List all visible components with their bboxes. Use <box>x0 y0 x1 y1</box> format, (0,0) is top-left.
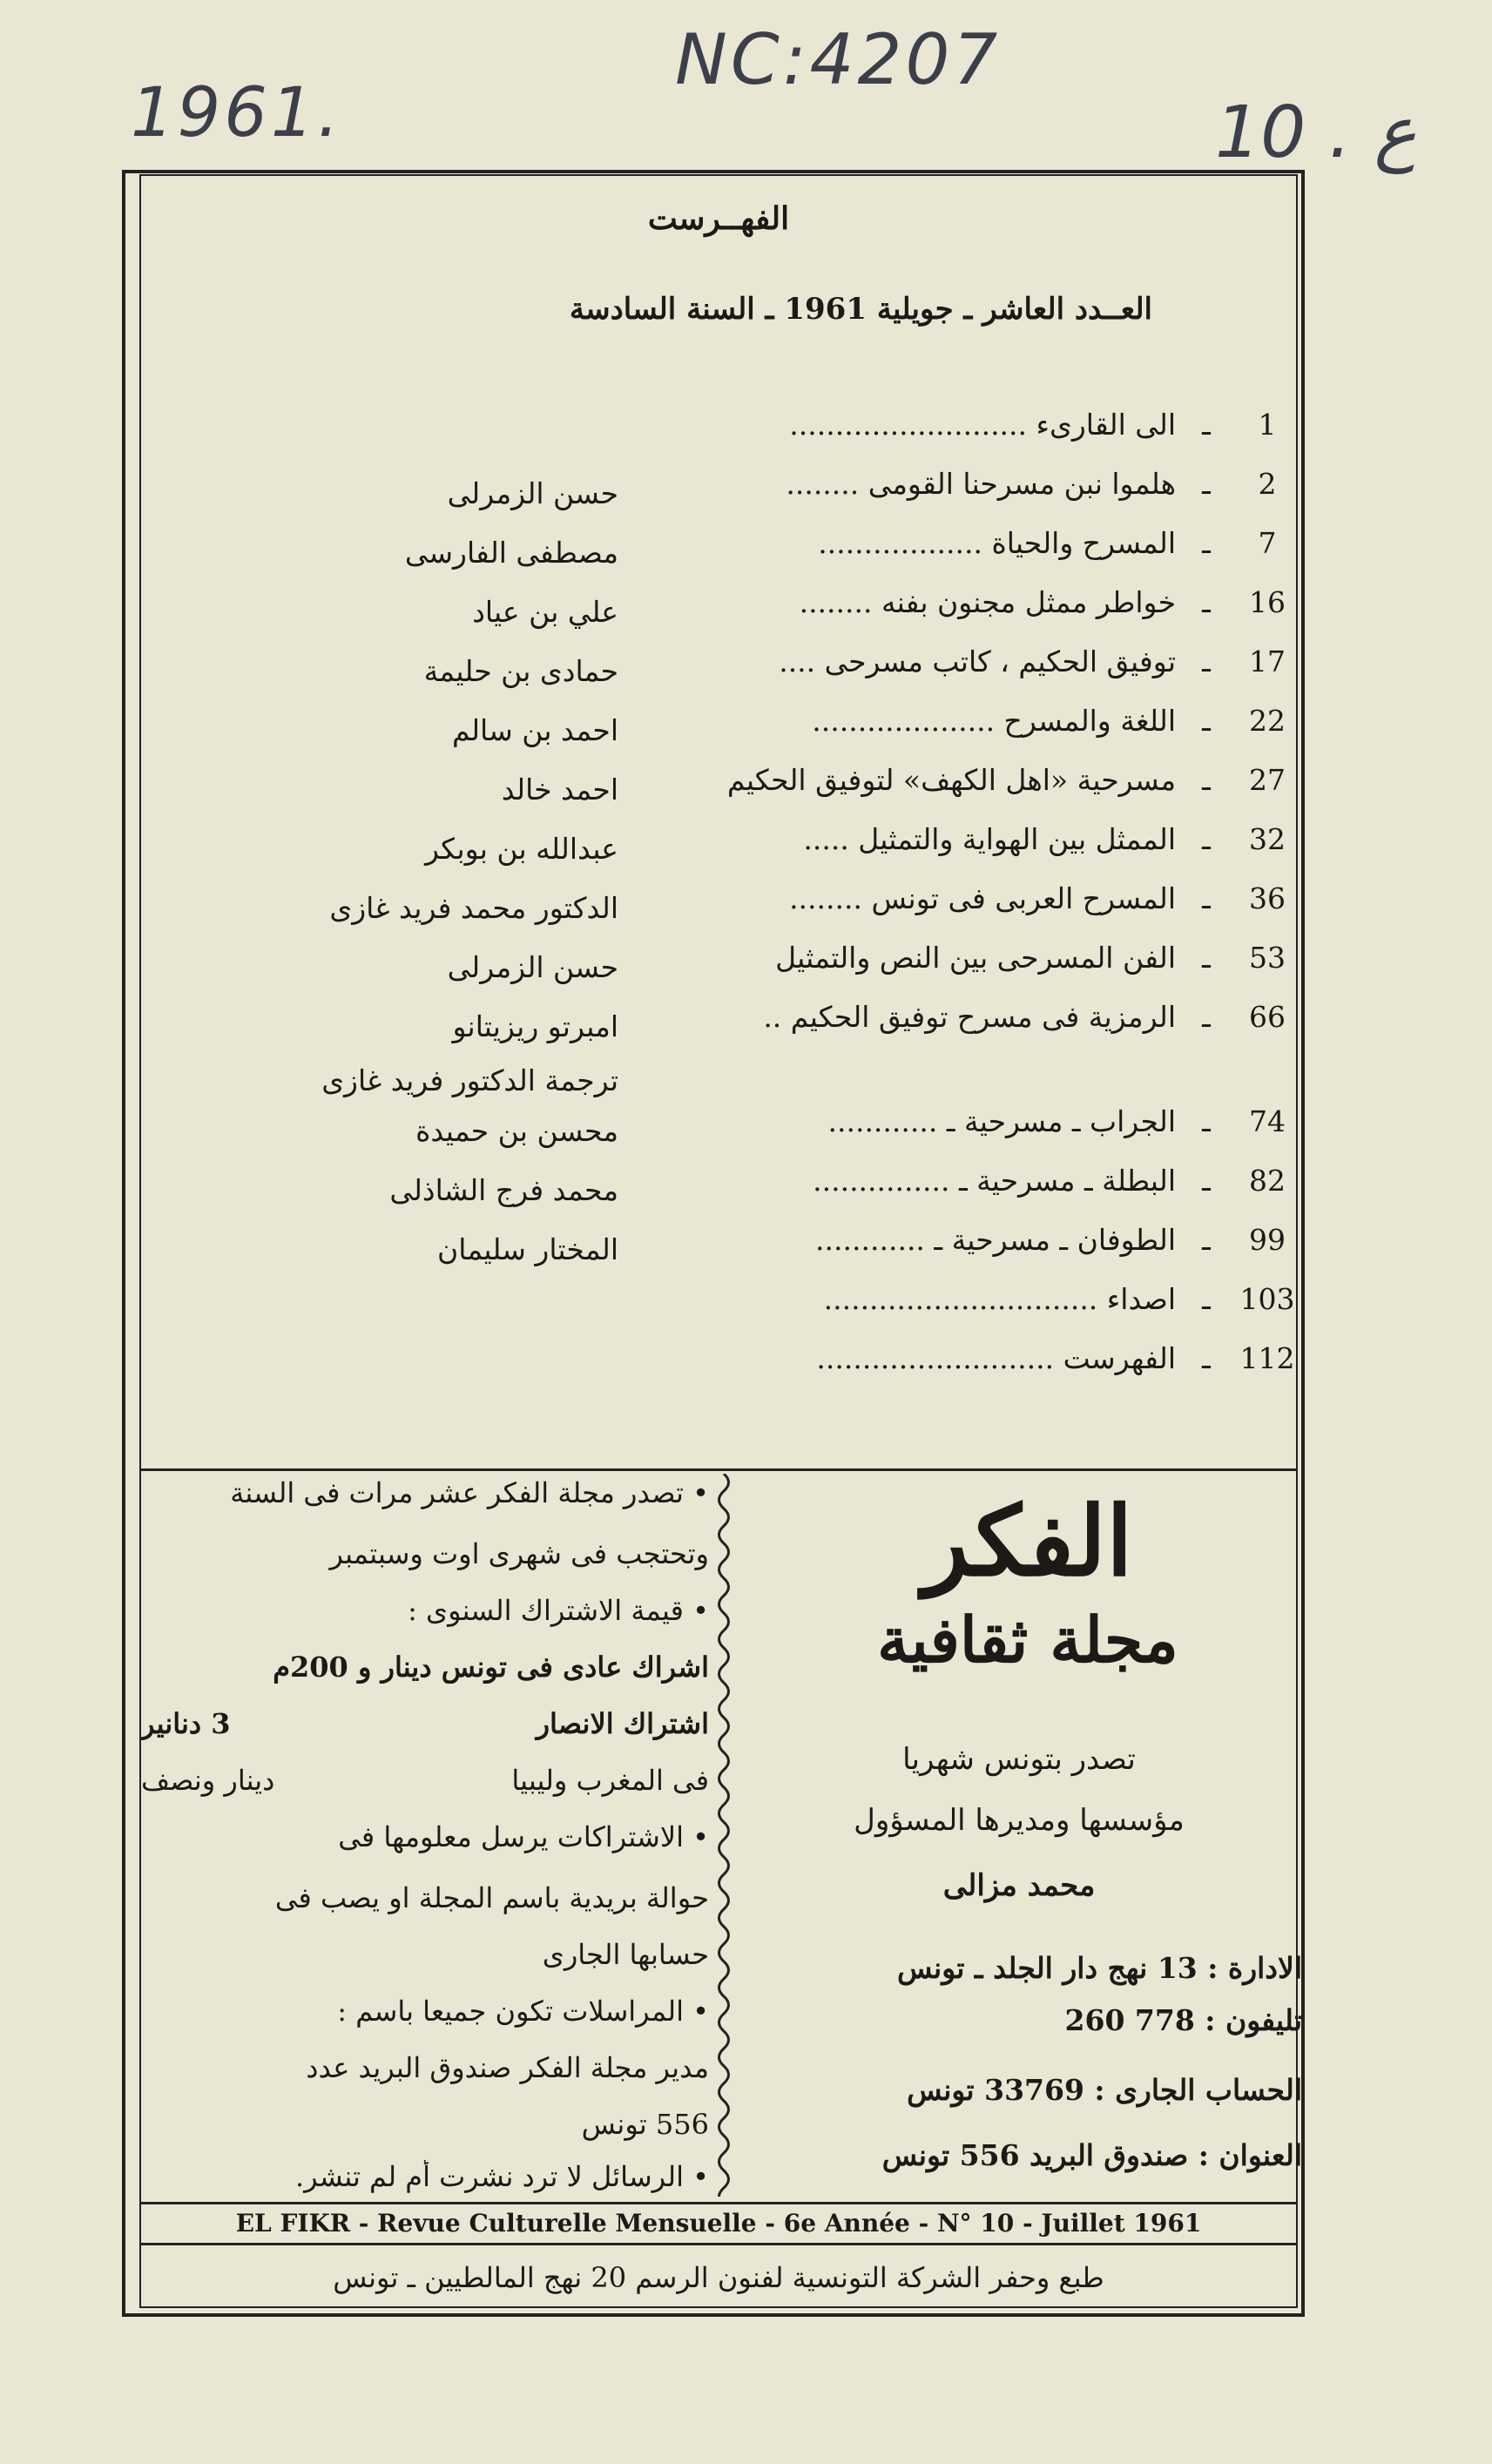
magazine-subtitle: مجلة ثقافية <box>877 1603 1178 1677</box>
toc-entry <box>148 526 1298 578</box>
toc-page-number: 82 <box>1249 1164 1286 1198</box>
note-subscription-regular: اشراك عادى فى تونس دينار و 200م <box>273 1651 709 1684</box>
toc-dash: ـ <box>1202 1104 1211 1138</box>
toc-entry <box>148 467 1298 519</box>
handwritten-reference: NC:4207 <box>675 19 1002 100</box>
toc-page-number: 32 <box>1249 822 1286 856</box>
toc-entry <box>148 881 1298 934</box>
printer-imprint: طبع وحفر الشركة التونسية لفنون الرسم 20 نهج المالطيين ـ تونس <box>333 2261 1104 2294</box>
toc-entry <box>148 1282 1298 1334</box>
toc-author: حسن الزمرلى <box>447 476 618 510</box>
toc-author: الدكتور محمد فريد غازى <box>329 891 618 925</box>
note-payment-cont: حوالة بريدية باسم المجلة او يصب فى <box>274 1881 709 1914</box>
toc-article-title: الرمزية فى مسرح توفيق الحكيم .. <box>763 1000 1176 1034</box>
publication-frequency: تصدر بتونس شهريا <box>902 1742 1136 1777</box>
toc-author: احمد خالد <box>501 773 618 807</box>
toc-article-title: خواطر ممثل مجنون بفنه ........ <box>799 585 1176 619</box>
toc-entry <box>148 941 1298 993</box>
toc-page-number: 74 <box>1249 1104 1286 1138</box>
toc-dash: ـ <box>1202 467 1211 501</box>
toc-article-title: توفيق الحكيم ، كاتب مسرحى .... <box>779 645 1176 678</box>
toc-entry <box>148 1000 1298 1097</box>
maghreb-label: فى المغرب وليبيا <box>511 1764 709 1797</box>
toc-article-title: الطوفان ـ مسرحية ـ ............ <box>815 1223 1176 1257</box>
toc-page-number: 36 <box>1249 881 1286 915</box>
toc-page-number: 1 <box>1258 408 1277 442</box>
toc-page-number: 16 <box>1249 585 1286 619</box>
maghreb-price: دينار ونصف <box>141 1764 275 1797</box>
note-letters: • الرسائل لا ترد نشرت أم لم تنشر. <box>294 2160 709 2193</box>
toc-article-title: البطلة ـ مسرحية ـ ............... <box>813 1164 1176 1198</box>
note-correspondence: • المراسلات تكون جميعا باسم : <box>337 1995 709 2028</box>
note-payment-account: حسابها الجارى <box>542 1938 709 1971</box>
toc-author: حسن الزمرلى <box>447 950 618 984</box>
toc-page-number: 99 <box>1249 1223 1286 1257</box>
postal-address: العنوان : صندوق البريد 556 تونس <box>881 2138 1302 2172</box>
toc-dash: ـ <box>1202 1223 1211 1257</box>
toc-dash: ـ <box>1202 1282 1211 1316</box>
note-frequency: • تصدر مجلة الفكر عشر مرات فى السنة <box>230 1476 709 1509</box>
toc-dash: ـ <box>1202 822 1211 856</box>
toc-author: محمد فرج الشاذلى <box>389 1173 618 1207</box>
toc-page-number: 27 <box>1249 763 1286 797</box>
toc-entry <box>148 763 1298 815</box>
toc-dash: ـ <box>1202 1000 1211 1034</box>
french-imprint: EL FIKR - Revue Culturelle Mensuelle - 6e Année - N° 10 - Juillet 1961 <box>139 2202 1298 2245</box>
toc-dash: ـ <box>1202 704 1211 738</box>
note-subscription-maghreb <box>141 1764 709 1797</box>
toc-entry <box>148 408 1298 460</box>
magazine-name: الفكر <box>922 1485 1133 1597</box>
phone-number: تليفون : 778 260 <box>1064 2003 1302 2037</box>
toc-entry <box>148 704 1298 756</box>
supporters-price: 3 دنانير <box>141 1707 231 1740</box>
toc-heading: الفهــرست <box>647 200 790 237</box>
toc-page-number: 53 <box>1249 941 1286 975</box>
toc-author: حمادى بن حليمة <box>423 654 618 688</box>
toc-dash: ـ <box>1202 585 1211 619</box>
supporters-label: اشتراك الانصار <box>536 1707 709 1740</box>
wavy-divider <box>712 1474 735 2197</box>
toc-dash: ـ <box>1202 1164 1211 1198</box>
toc-dash: ـ <box>1202 526 1211 560</box>
toc-article-title: الفن المسرحى بين النص والتمثيل <box>775 941 1176 975</box>
toc-author: المختار سليمان <box>437 1232 618 1266</box>
note-correspondence-cont: مدير مجلة الفكر صندوق البريد عدد <box>306 2051 709 2084</box>
issue-line: العــدد العاشر ـ جويلية 1961 ـ السنة السادسة <box>569 292 1152 327</box>
toc-author: عبدالله بن بوبكر <box>425 832 618 866</box>
toc-article-title: الجراب ـ مسرحية ـ ............ <box>827 1104 1176 1138</box>
toc-page-number: 66 <box>1249 1000 1286 1034</box>
toc-article-title: الممثل بين الهواية والتمثيل ..... <box>803 822 1176 856</box>
note-frequency-cont: وتحتجب فى شهرى اوت وسبتمبر <box>329 1537 709 1570</box>
toc-entry <box>148 1104 1298 1157</box>
founder-label: مؤسسها ومديرها المسؤول <box>854 1803 1185 1838</box>
toc-dash: ـ <box>1202 408 1211 442</box>
admin-address: الادارة : 13 نهج دار الجلد ـ تونس <box>896 1951 1302 1985</box>
toc-page-number: 7 <box>1258 526 1277 560</box>
toc-entry <box>148 1164 1298 1216</box>
handwritten-number: 10 . ع <box>1215 91 1417 174</box>
handwritten-year: 1961. <box>131 74 343 152</box>
toc-dash: ـ <box>1202 763 1211 797</box>
toc-dash: ـ <box>1202 881 1211 915</box>
toc-article-title: الى القارىء .......................... <box>789 408 1176 442</box>
toc-entry <box>148 1341 1298 1394</box>
toc-page-number: 2 <box>1258 467 1277 501</box>
toc-author: احمد بن سالم <box>452 713 618 747</box>
toc-author: مصطفى الفارسى <box>404 536 618 570</box>
toc-page-number: 112 <box>1239 1341 1295 1375</box>
section-divider <box>139 1468 1298 1471</box>
toc-page-number: 22 <box>1249 704 1286 738</box>
toc-entry <box>148 822 1298 874</box>
toc-entry <box>148 645 1298 697</box>
toc-article-title: اللغة والمسرح .................... <box>812 704 1176 738</box>
toc-dash: ـ <box>1202 1341 1211 1375</box>
toc-author: علي بن عياد <box>472 595 618 629</box>
toc-article-title: مسرحية «اهل الكهف» لتوفيق الحكيم <box>726 763 1176 797</box>
toc-entry <box>148 1223 1298 1275</box>
editor-name: محمد مزالى <box>942 1868 1096 1903</box>
toc-page-number: 17 <box>1249 645 1286 678</box>
toc-dash: ـ <box>1202 941 1211 975</box>
toc-article-title: المسرح والحياة .................. <box>818 526 1176 560</box>
note-subscription-supporters <box>141 1707 709 1740</box>
toc-author: امبرتو ريزيتانو ترجمة الدكتور فريد غازى <box>321 1009 618 1097</box>
toc-author: محسن بن حميدة <box>415 1114 618 1148</box>
toc-dash: ـ <box>1202 645 1211 678</box>
toc-page-number: 103 <box>1239 1282 1295 1316</box>
toc-article-title: هلموا نبن مسرحنا القومى ........ <box>786 467 1176 501</box>
note-payment: • الاشتراكات يرسل معلومها فى <box>338 1820 709 1853</box>
toc-article-title: المسرح العربى فى تونس ........ <box>789 881 1176 915</box>
note-subscription-heading: • قيمة الاشتراك السنوى : <box>408 1594 709 1627</box>
bank-account: الحساب الجارى : 33769 تونس <box>907 2073 1302 2107</box>
note-correspondence-box: 556 تونس <box>581 2108 709 2141</box>
toc-article-title: اصداء .............................. <box>823 1282 1176 1316</box>
toc-entry <box>148 585 1298 638</box>
toc-article-title: الفهرست .......................... <box>816 1341 1176 1375</box>
